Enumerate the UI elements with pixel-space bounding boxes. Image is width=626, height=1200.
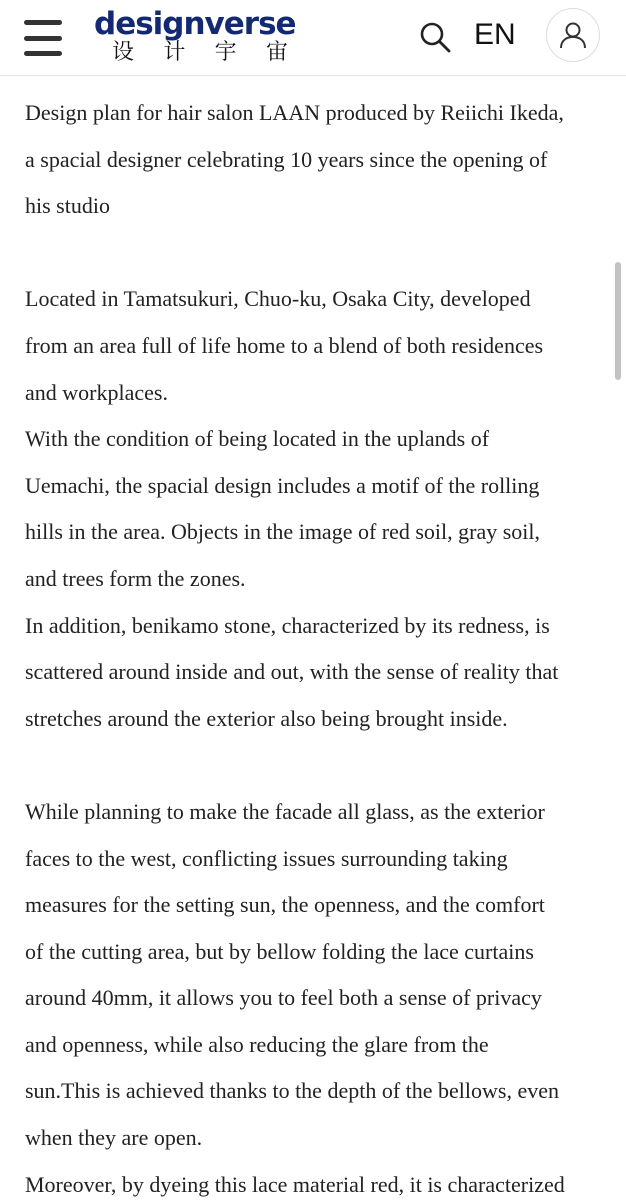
logo-chinese-subtitle [112, 40, 288, 66]
article-line: hills in the area. Objects in the image of red soil, gray soil, [25, 519, 541, 545]
article-line: when they are open. [25, 1125, 203, 1151]
article-line: scattered around inside and out, with the sense of reality that [25, 659, 559, 685]
article-line: sun.This is achieved thanks to the depth of the bellows, even [25, 1078, 559, 1104]
logo-char: 宙 [265, 40, 288, 65]
top-header [0, 0, 626, 76]
article-line: In addition, benikamo stone, characterized by its redness, is [25, 612, 550, 638]
logo-char: 计 [163, 40, 186, 65]
article-line: and openness, while also reducing the glare from the [25, 1031, 489, 1057]
menu-bar-top [24, 20, 62, 25]
article-line: Located in Tamatsukuri, Chuo-ku, Osaka City, developed [25, 286, 531, 312]
article-line: of the cutting area, but by bellow folding the lace curtains [25, 938, 534, 964]
article-line: and trees form the zones. [25, 565, 246, 591]
article-line: Design plan for hair salon LAAN produced by Reiichi Ikeda, [25, 100, 564, 125]
user-icon [558, 20, 588, 50]
article-line: faces to the west, conflicting issues surrounding taking [25, 845, 508, 871]
scrollbar-thumb[interactable] [615, 262, 621, 380]
paragraph-gap [25, 230, 605, 277]
article-line: around 40mm, it allows you to feel both a sense of privacy [25, 985, 542, 1011]
article-line: from an area full of life home to a blend of both residences [25, 332, 544, 358]
logo-char: 宇 [214, 40, 237, 65]
search-glyph [418, 20, 452, 54]
menu-bar-bottom [24, 51, 62, 56]
article-line: Moreover, by dyeing this lace material red, it is characterized [25, 1171, 565, 1197]
account-button[interactable] [546, 8, 600, 62]
menu-bar-middle [24, 36, 62, 41]
article-line: While planning to make the facade all glass, as the exterior [25, 798, 545, 824]
logo-char: 设 [112, 40, 135, 65]
article-line: With the condition of being located in the uplands of [25, 426, 490, 452]
article-line: and workplaces. [25, 379, 168, 405]
article-body [25, 90, 605, 1200]
site-logo[interactable] [94, 6, 296, 68]
language-switch-button[interactable]: EN [474, 18, 516, 51]
article-line: stretches around the exterior also being brought inside. [25, 705, 508, 731]
logo-wordmark: designverse [94, 6, 296, 42]
article-line: a spacial designer celebrating 10 years since the opening of [25, 146, 548, 172]
paragraph-gap [25, 742, 605, 789]
article-line: measures for the setting sun, the openness, and the comfort [25, 892, 545, 918]
hamburger-menu-icon[interactable] [24, 20, 64, 56]
article-line: his studio [25, 193, 110, 219]
search-icon[interactable] [418, 20, 452, 54]
article-line: Uemachi, the spacial design includes a motif of the rolling [25, 472, 540, 498]
